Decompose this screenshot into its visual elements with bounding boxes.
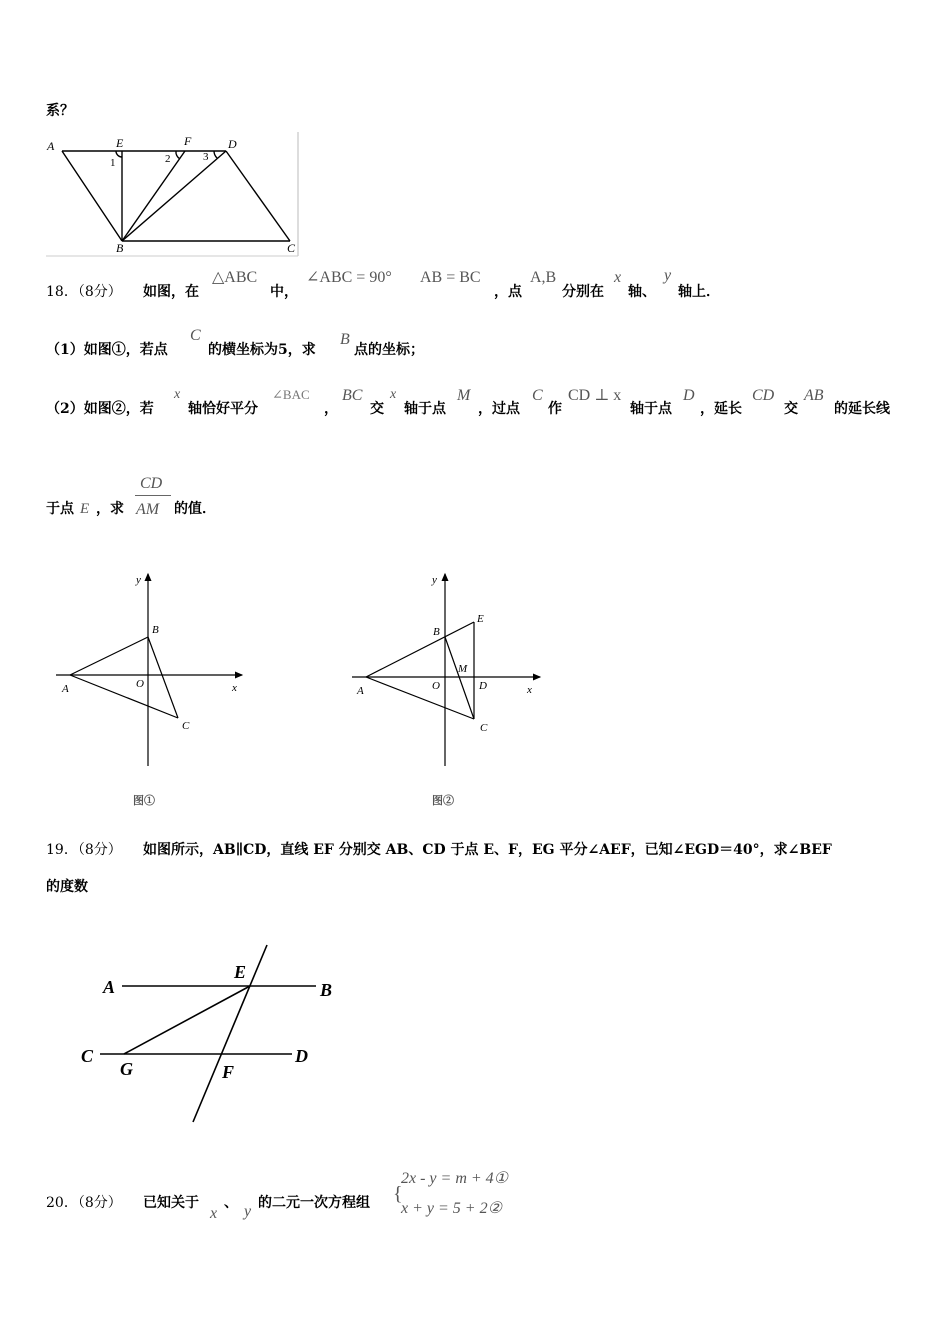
q18-text-6: 轴上． bbox=[678, 284, 720, 300]
fig2-label-x: x bbox=[527, 684, 532, 696]
q18-ab-eq-bc: AB = BC bbox=[420, 269, 481, 286]
q18-part2-text-c: 轴于点 bbox=[404, 401, 446, 417]
q19-text-line1: 如图所示，AB∥CD，直线 EF 分别交 AB、CD 于点 E、F，EG 平分∠AEF，已知∠EGD＝40°，求∠BEF bbox=[143, 842, 832, 858]
q17-angle-1: 1 bbox=[110, 157, 116, 169]
q18-number: 18．（8分） bbox=[46, 284, 122, 300]
q18-part2-jiao-2: 交 bbox=[784, 401, 798, 417]
q18-part2-point-c: C bbox=[532, 387, 543, 404]
q20-var-x: x bbox=[210, 1205, 218, 1222]
q18-part1-text-c: 点的坐标； bbox=[354, 342, 424, 358]
fig2-segment-bc bbox=[445, 637, 474, 719]
q18-part2-text-b: 轴恰好平分 bbox=[188, 401, 258, 417]
q18-fraction-bar bbox=[135, 495, 171, 496]
q18-part1-text-a: （1）如图①，若点 bbox=[46, 342, 168, 358]
q20-equation-1: 2x - y = m + 4① bbox=[401, 1170, 509, 1187]
q19-label-d: D bbox=[295, 1046, 308, 1066]
q17-tail-text: 系？ bbox=[46, 103, 74, 119]
q17-label-e: E bbox=[116, 136, 124, 150]
q18-segment-cd: CD bbox=[752, 387, 775, 404]
q20-brace: { bbox=[393, 1183, 403, 1205]
q18-fraction-numerator: CD bbox=[140, 475, 163, 492]
q19-label-b: B bbox=[320, 980, 333, 1000]
q18-part2-var-x-2: x bbox=[390, 387, 397, 402]
q18-part2-text-a: （2）如图②，若 bbox=[46, 401, 154, 417]
q18-text-2: 中， bbox=[270, 284, 298, 300]
fig2-label-b: B bbox=[433, 626, 440, 638]
q20-dun: 、 bbox=[224, 1195, 238, 1211]
q20-text-2: 的二元一次方程组 bbox=[258, 1195, 370, 1211]
q19-number: 19．（8分） bbox=[46, 842, 122, 858]
q18-part2-jiao-1: 交 bbox=[370, 401, 384, 417]
q19-label-a: A bbox=[103, 977, 116, 997]
fig1-label-b: B bbox=[152, 624, 159, 636]
fig2-label-m: M bbox=[458, 663, 468, 675]
fig1-label-x: x bbox=[232, 682, 237, 694]
q17-label-f: F bbox=[184, 134, 192, 148]
q20-number: 20．（8分） bbox=[46, 1195, 122, 1211]
q18-point-m: M bbox=[457, 387, 471, 404]
angle-arc-1 bbox=[116, 151, 122, 157]
q19-label-c: C bbox=[81, 1046, 94, 1066]
fig1-label-o: O bbox=[136, 678, 144, 690]
q18-part1-point-b: B bbox=[340, 331, 350, 348]
q19-text-line2: 的度数 bbox=[46, 879, 88, 895]
fig2-label-c: C bbox=[480, 722, 488, 734]
q18-text-3: ，点 bbox=[494, 284, 522, 300]
segment-db bbox=[122, 151, 226, 241]
q18-part2-text-d: ，过点 bbox=[478, 401, 520, 417]
fig1-label-c: C bbox=[182, 720, 190, 732]
q18-text-4: 分别在 bbox=[562, 284, 604, 300]
q19-label-g: G bbox=[120, 1059, 133, 1079]
fig2-segment-ae bbox=[366, 622, 474, 677]
segment-eg bbox=[124, 986, 250, 1054]
fig2-segment-ac bbox=[366, 677, 474, 719]
q19-label-f: F bbox=[222, 1062, 235, 1082]
fig2-label-e: E bbox=[477, 613, 484, 625]
fig1-label-y: y bbox=[136, 574, 141, 586]
fig2-label-d: D bbox=[479, 680, 487, 692]
q18-part2-var-x: x bbox=[174, 387, 181, 402]
segment-dc bbox=[226, 151, 290, 241]
fig2-label-y: y bbox=[432, 574, 437, 586]
line-ef bbox=[193, 945, 267, 1122]
q18-part2-zuo: 作 bbox=[548, 401, 562, 417]
segment-ab bbox=[62, 151, 122, 241]
fig2-label-a: A bbox=[357, 685, 364, 697]
q19-label-e: E bbox=[234, 962, 247, 982]
q18-part1-text-b: 的横坐标为5，求 bbox=[208, 342, 316, 358]
fig1-caption: 图① bbox=[133, 795, 155, 807]
fig2-caption: 图② bbox=[432, 795, 454, 807]
q18-point-e: E bbox=[80, 501, 90, 517]
angle-arc-2 bbox=[176, 151, 180, 159]
q17-label-c: C bbox=[287, 241, 296, 255]
fig1-segment-ac bbox=[70, 675, 178, 718]
q18-var-x: x bbox=[614, 269, 622, 286]
q17-label-d: D bbox=[228, 137, 237, 151]
q18-part2-text-f: ，延长 bbox=[700, 401, 742, 417]
q18-part1-point-c: C bbox=[190, 327, 201, 344]
q18-segment-ab: AB bbox=[804, 387, 824, 404]
q18-segment-bc: BC bbox=[342, 387, 363, 404]
segment-fb bbox=[122, 151, 185, 241]
q18-part2-text-i: ，求 bbox=[96, 501, 124, 517]
fig2-label-o: O bbox=[432, 680, 440, 692]
q18-points-ab: A,B bbox=[530, 269, 557, 286]
angle-arc-3 bbox=[214, 151, 217, 158]
fig1-label-a: A bbox=[62, 683, 69, 695]
q18-point-d: D bbox=[683, 387, 695, 404]
q18-angle-bac: ∠BAC bbox=[272, 387, 310, 402]
q18-triangle-abc: △ABC bbox=[212, 269, 258, 286]
fig1-segment-bc bbox=[148, 637, 178, 718]
q17-angle-2: 2 bbox=[165, 153, 171, 165]
q18-part2-comma: ， bbox=[324, 401, 338, 417]
q18-angle-condition: ∠ABC = 90° bbox=[306, 269, 392, 286]
q18-part2-text-e: 轴于点 bbox=[630, 401, 672, 417]
q18-fraction-denominator: AM bbox=[136, 501, 160, 518]
q18-var-y: y bbox=[664, 267, 672, 284]
q18-cd-perp-x: CD ⊥ x bbox=[568, 387, 622, 404]
q18-part2-text-g: 的延长线 bbox=[834, 401, 890, 417]
q17-label-b: B bbox=[116, 241, 124, 255]
q17-angle-3: 3 bbox=[203, 151, 209, 163]
q18-part2-text-j: 的值． bbox=[174, 501, 216, 517]
q18-text-1: 如图，在 bbox=[143, 284, 199, 300]
q20-var-y: y bbox=[244, 1203, 252, 1220]
q18-text-5: 轴、 bbox=[628, 284, 656, 300]
q17-label-a: A bbox=[47, 139, 55, 153]
q20-text-1: 已知关于 bbox=[143, 1195, 199, 1211]
q18-part2-text-h: 于点 bbox=[46, 501, 74, 517]
q20-equation-2: x + y = 5 + 2② bbox=[401, 1200, 502, 1217]
fig1-segment-ab bbox=[70, 637, 148, 675]
